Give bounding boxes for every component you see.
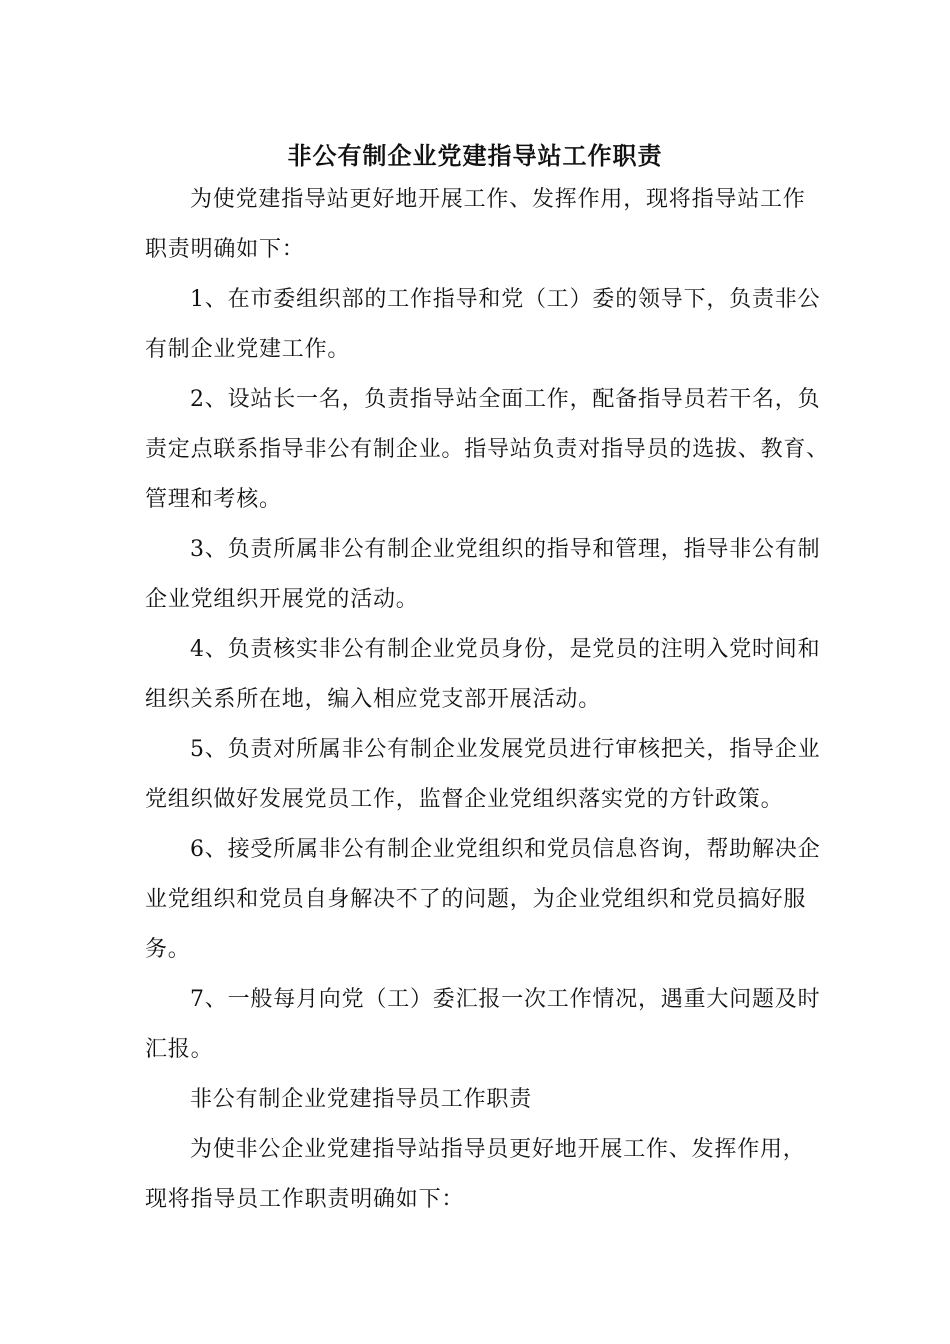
paragraph-line-first: 1、在市委组织部的工作指导和党（工）委的领导下，负责非公 — [190, 287, 821, 312]
paragraph-line: 管理和考核。 — [145, 487, 282, 512]
paragraph-line: 现将指导员工作职责明确如下： — [145, 1187, 465, 1212]
paragraph-line: 党组织做好发展党员工作，监督企业党组织落实党的方针政策。 — [145, 787, 784, 812]
paragraph-line-first: 3、负责所属非公有制企业党组织的指导和管理，指导非公有制 — [190, 537, 821, 562]
paragraph-line: 业党组织和党员自身解决不了的问题，为企业党组织和党员搞好服 — [145, 887, 807, 912]
paragraph-line: 务。 — [145, 937, 191, 962]
paragraph-line: 职责明确如下： — [145, 237, 305, 262]
paragraph-line: 责定点联系指导非公有制企业。指导站负责对指导员的选拔、教育、 — [145, 437, 830, 462]
paragraph-line: 汇报。 — [145, 1037, 214, 1062]
document-title: 非公有制企业党建指导站工作职责 — [287, 141, 663, 170]
paragraph-line: 有制企业党建工作。 — [145, 337, 351, 362]
paragraph-line-first: 7、一般每月向党（工）委汇报一次工作情况，遇重大问题及时 — [190, 987, 821, 1012]
paragraph-line: 企业党组织开展党的活动。 — [145, 587, 419, 612]
paragraph-line-first: 4、负责核实非公有制企业党员身份，是党员的注明入党时间和 — [190, 637, 821, 662]
paragraph-line-first: 2、设站长一名，负责指导站全面工作，配备指导员若干名，负 — [190, 387, 821, 412]
paragraph-line-first: 为使非公企业党建指导站指导员更好地开展工作、发挥作用， — [190, 1137, 806, 1162]
paragraph-line-first: 非公有制企业党建指导员工作职责 — [190, 1087, 533, 1112]
paragraph-line-first: 5、负责对所属非公有制企业发展党员进行审核把关，指导企业 — [190, 737, 821, 762]
paragraph-line-first: 6、接受所属非公有制企业党组织和党员信息咨询，帮助解决企 — [190, 837, 821, 862]
paragraph-line-first: 为使党建指导站更好地开展工作、发挥作用，现将指导站工作 — [190, 187, 806, 212]
paragraph-line: 组织关系所在地，编入相应党支部开展活动。 — [145, 687, 602, 712]
